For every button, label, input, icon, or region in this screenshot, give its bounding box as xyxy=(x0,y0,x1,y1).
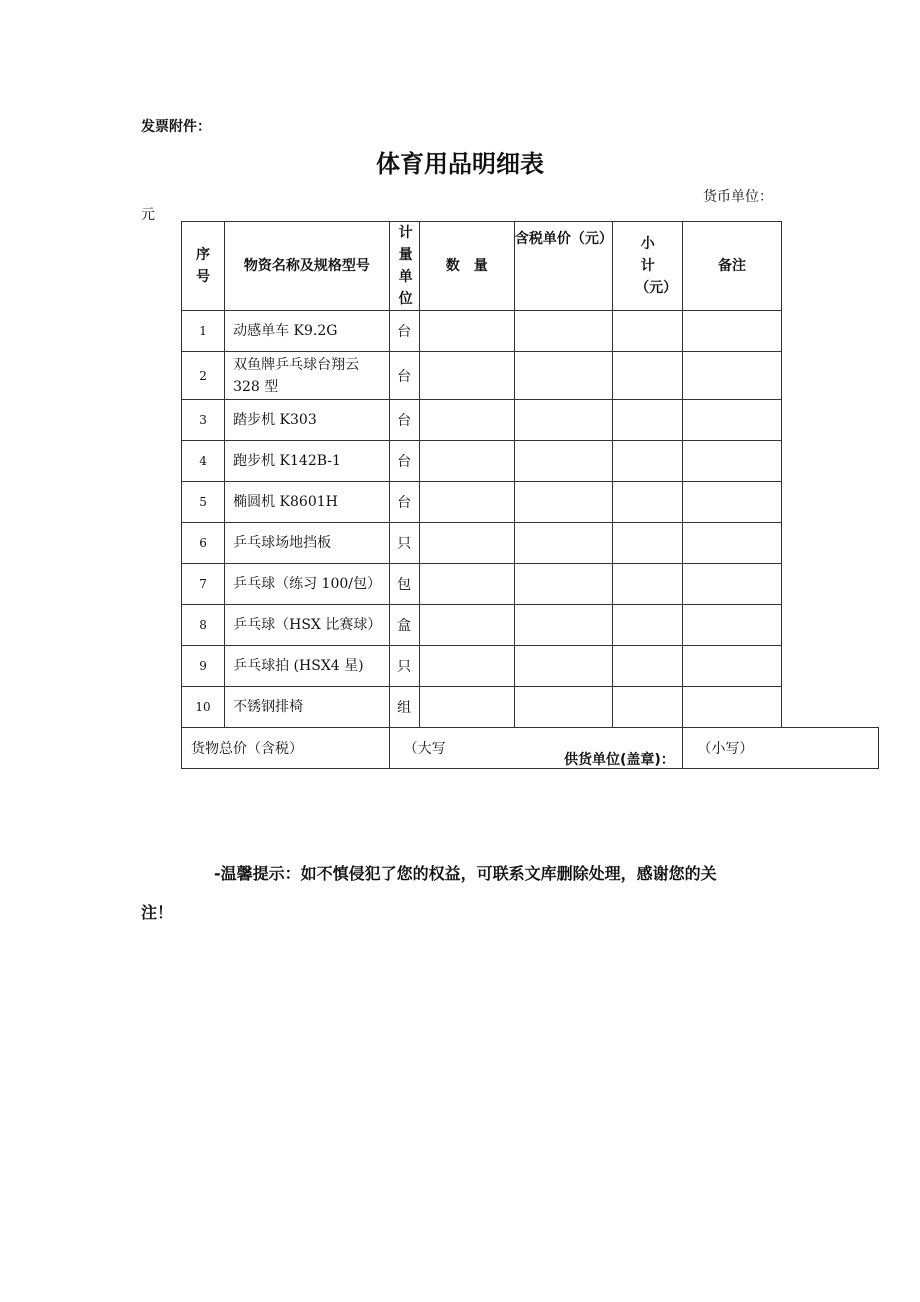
row-unit: 只 xyxy=(389,646,419,687)
row-subtotal xyxy=(613,523,683,564)
table-row xyxy=(182,605,879,646)
row-name: 踏步机 K303 xyxy=(225,400,389,441)
row-no: 3 xyxy=(182,400,225,441)
row-unit: 台 xyxy=(389,482,419,523)
currency-label: 货币单位： xyxy=(703,189,773,205)
row-no: 10 xyxy=(182,687,225,728)
row-qty xyxy=(419,311,514,352)
table-row xyxy=(182,400,879,441)
table-row xyxy=(182,523,879,564)
row-no: 5 xyxy=(182,482,225,523)
row-note xyxy=(683,482,781,523)
row-no: 1 xyxy=(182,311,225,352)
row-unit: 盒 xyxy=(389,605,419,646)
row-qty xyxy=(419,400,514,441)
row-price xyxy=(514,482,612,523)
row-note xyxy=(683,646,781,687)
row-note xyxy=(683,605,781,646)
total-row xyxy=(182,728,879,769)
row-name: 不锈钢排椅 xyxy=(225,687,389,728)
row-qty xyxy=(419,352,514,400)
supplier-label: 供货单位(盖章)： xyxy=(564,752,675,768)
header-price: 含税单价（元） xyxy=(514,222,612,311)
row-price xyxy=(514,646,612,687)
row-qty xyxy=(419,482,514,523)
row-name: 椭圆机 K8601H xyxy=(225,482,389,523)
row-unit: 包 xyxy=(389,564,419,605)
row-unit: 只 xyxy=(389,523,419,564)
row-note xyxy=(683,352,781,400)
row-no: 7 xyxy=(182,564,225,605)
attachment-label: 发票附件： xyxy=(141,119,211,135)
row-note xyxy=(683,523,781,564)
table-row xyxy=(182,482,879,523)
row-name: 乒乓球（练习 100/包） xyxy=(225,564,389,605)
row-unit: 台 xyxy=(389,311,419,352)
row-qty xyxy=(419,441,514,482)
goods-detail-table xyxy=(181,221,879,769)
row-price xyxy=(514,352,612,400)
row-price xyxy=(514,564,612,605)
header-unit: 计量单位 xyxy=(389,222,419,311)
row-note xyxy=(683,311,781,352)
row-name: 乒乓球（HSX 比赛球） xyxy=(225,605,389,646)
row-qty xyxy=(419,687,514,728)
row-subtotal xyxy=(613,400,683,441)
row-no: 6 xyxy=(182,523,225,564)
row-note xyxy=(683,441,781,482)
row-subtotal xyxy=(613,441,683,482)
total-lowercase: （小写） xyxy=(683,728,879,769)
row-unit: 组 xyxy=(389,687,419,728)
total-uppercase: （大写 xyxy=(389,728,683,769)
row-unit: 台 xyxy=(389,441,419,482)
row-subtotal xyxy=(613,482,683,523)
header-seq: 序号 xyxy=(182,222,225,311)
header-name: 物资名称及规格型号 xyxy=(225,222,389,311)
row-unit: 台 xyxy=(389,352,419,400)
notice-line-1: -温馨提示：如不慎侵犯了您的权益，可联系文库删除处理，感谢您的关 xyxy=(214,864,717,883)
row-price xyxy=(514,400,612,441)
table-row xyxy=(182,564,879,605)
row-subtotal xyxy=(613,311,683,352)
row-qty xyxy=(419,646,514,687)
row-unit: 台 xyxy=(389,400,419,441)
document-title: 体育用品明细表 xyxy=(376,150,544,178)
row-subtotal xyxy=(613,687,683,728)
row-no: 9 xyxy=(182,646,225,687)
row-note xyxy=(683,564,781,605)
table-row xyxy=(182,646,879,687)
row-name: 动感单车 K9.2G xyxy=(225,311,389,352)
table-row xyxy=(182,352,879,400)
row-no: 4 xyxy=(182,441,225,482)
row-no: 2 xyxy=(182,352,225,400)
row-qty xyxy=(419,564,514,605)
row-subtotal xyxy=(613,564,683,605)
table-row xyxy=(182,687,879,728)
row-qty xyxy=(419,605,514,646)
row-note xyxy=(683,400,781,441)
row-qty xyxy=(419,523,514,564)
row-subtotal xyxy=(613,646,683,687)
row-name: 双鱼牌乒乓球台翔云 328 型 xyxy=(225,352,389,400)
total-label: 货物总价（含税） xyxy=(182,728,390,769)
row-note xyxy=(683,687,781,728)
row-subtotal xyxy=(613,352,683,400)
row-subtotal xyxy=(613,605,683,646)
row-name: 跑步机 K142B-1 xyxy=(225,441,389,482)
notice-line-2: 注！ xyxy=(141,903,174,922)
row-price xyxy=(514,441,612,482)
row-name: 乒乓球场地挡板 xyxy=(225,523,389,564)
table-row xyxy=(182,311,879,352)
row-price xyxy=(514,523,612,564)
row-price xyxy=(514,311,612,352)
table-row xyxy=(182,441,879,482)
row-price xyxy=(514,687,612,728)
header-note: 备注 xyxy=(683,222,781,311)
row-name: 乒乓球拍 (HSX4 星) xyxy=(225,646,389,687)
header-subtotal: 小计（元） xyxy=(613,222,683,311)
row-no: 8 xyxy=(182,605,225,646)
table-header-row xyxy=(182,222,879,311)
row-price xyxy=(514,605,612,646)
header-qty: 数 量 xyxy=(419,222,514,311)
currency-unit: 元 xyxy=(141,207,155,223)
